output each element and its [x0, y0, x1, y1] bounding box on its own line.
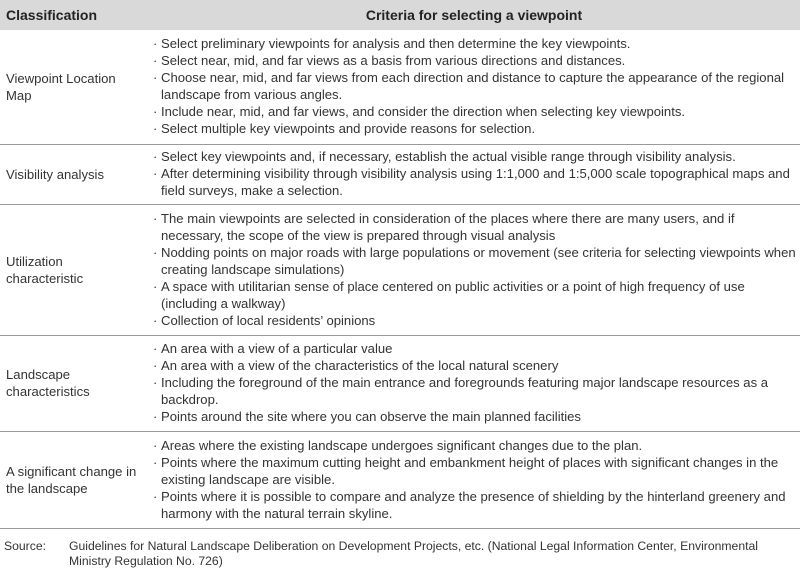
- header-criteria: Criteria for selecting a viewpoint: [365, 7, 583, 23]
- criteria-item: · Select key viewpoints and, if necessary, establish the actual visible range through visibility analysis.: [152, 148, 796, 165]
- row-criteria: [148, 144, 800, 204]
- table-row: [0, 335, 800, 431]
- row-criteria: [148, 204, 800, 335]
- criteria-item: · A space with utilitarian sense of place centered on public activities or a point of high frequency of use (including a walkway): [152, 278, 796, 312]
- criteria-item: · Include near, mid, and far views, and consider the direction when selecting key viewpoints.: [152, 103, 796, 120]
- source-note: [4, 539, 796, 569]
- criteria-item: · An area with a view of the characteristics of the local natural scenery: [152, 357, 796, 374]
- row-classification: A significant change in the landscape: [6, 463, 137, 496]
- criteria-item: · Select multiple key viewpoints and provide reasons for selection.: [152, 120, 796, 137]
- criteria-item: · Select near, mid, and far views as a basis from various directions and distances.: [152, 52, 796, 69]
- criteria-item: · The main viewpoints are selected in consideration of the places where there are many users, and if necessary, the scope of the view is prepared through visual analysis: [152, 210, 796, 244]
- table-row: [0, 204, 800, 335]
- row-criteria: [148, 30, 800, 144]
- row-criteria: [148, 335, 800, 431]
- row-classification: Viewpoint Location Map: [6, 70, 116, 103]
- criteria-item: · Select preliminary viewpoints for analysis and then determine the key viewpoints.: [152, 35, 796, 52]
- source-text: Guidelines for Natural Landscape Deliberation on Development Projects, etc. (National Legal Information Center, Environmental Ministry Regulation No. 726): [69, 539, 758, 568]
- row-criteria: [148, 431, 800, 528]
- table-row: [0, 30, 800, 144]
- criteria-item: · Including the foreground of the main entrance and foregrounds featuring major landscape resources as a backdrop.: [152, 374, 796, 408]
- row-classification: Visibility analysis: [6, 166, 104, 182]
- criteria-item: · Nodding points on major roads with large populations or movement (see criteria for selecting viewpoints when creating landscape simulations): [152, 244, 796, 278]
- header-classification: Classification: [6, 7, 98, 23]
- table-row: [0, 431, 800, 528]
- row-classification: Utilization characteristic: [6, 253, 84, 286]
- criteria-item: · After determining visibility through visibility analysis using 1:1,000 and 1:5,000 scale topographical maps and field surveys, make a selection.: [152, 165, 796, 199]
- criteria-item: · Collection of local residents’ opinions: [152, 312, 796, 329]
- source-label: Source:: [4, 539, 47, 553]
- row-classification: Landscape characteristics: [6, 367, 90, 399]
- table-row: [0, 144, 800, 204]
- criteria-item: · Points where the maximum cutting height and embankment height of places with significant changes in the existing landscape are visible.: [152, 454, 796, 488]
- criteria-item: · Choose near, mid, and far views from each direction and distance to capture the appearance of the regional landscape from various angles.: [152, 69, 796, 103]
- criteria-item: · An area with a view of a particular value: [152, 340, 796, 357]
- criteria-item: · Points around the site where you can observe the main planned facilities: [152, 408, 796, 425]
- table-header-row: [0, 0, 800, 30]
- criteria-item: · Points where it is possible to compare and analyze the presence of shielding by the hinterland greenery and harmony with the natural terrain skyline.: [152, 488, 796, 522]
- criteria-item: · Areas where the existing landscape undergoes significant changes due to the plan.: [152, 437, 796, 454]
